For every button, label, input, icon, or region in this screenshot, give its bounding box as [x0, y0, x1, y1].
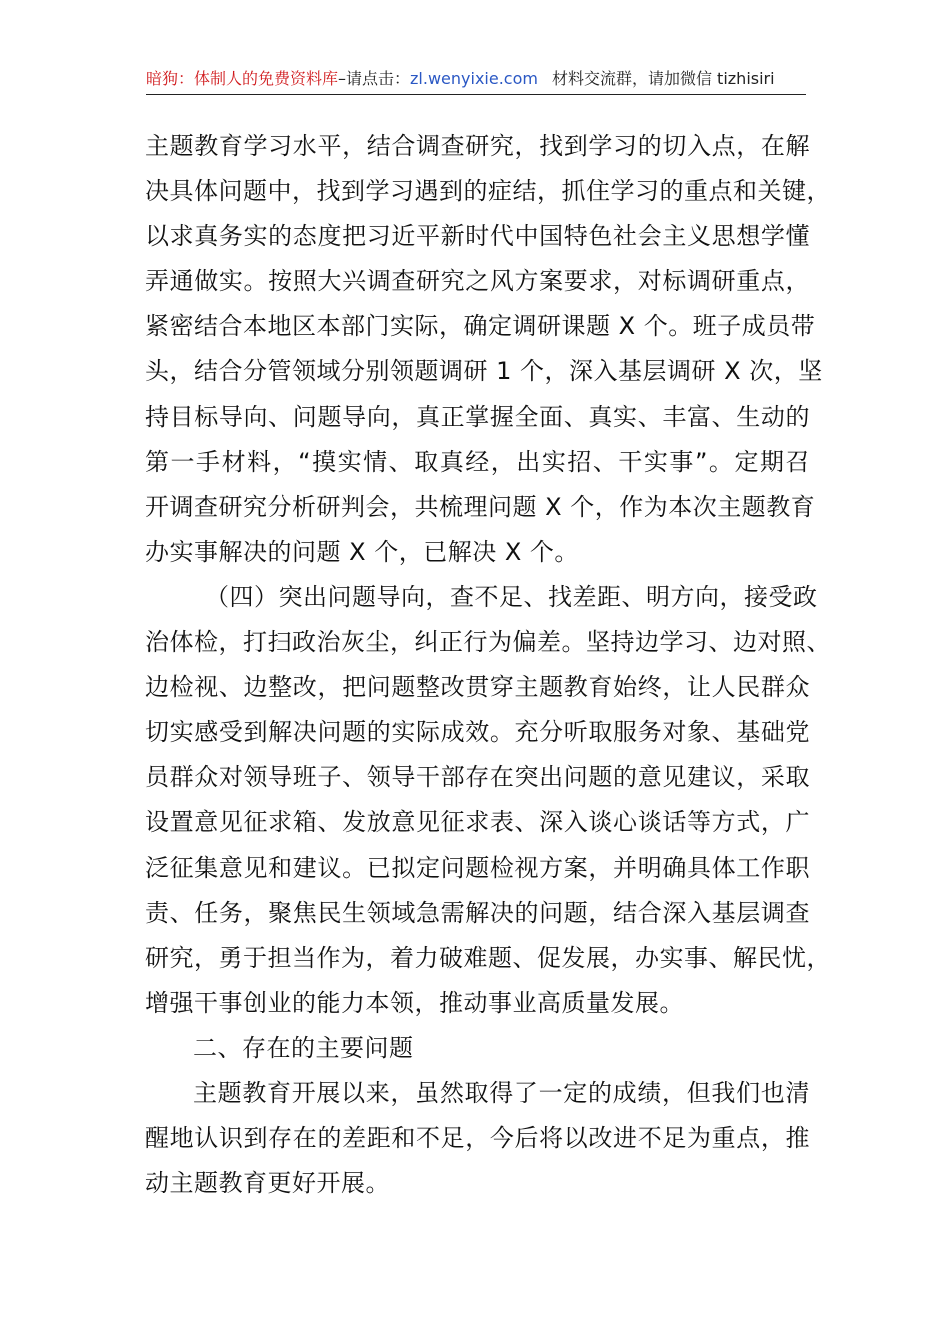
body-line: 主题教育学习水平，结合调查研究，找到学习的切入点，在解 — [145, 132, 810, 160]
header-prompt: –请点击： — [338, 69, 411, 88]
body-line: 切实感受到解决问题的实际成效。充分听取服务对象、基础党 — [145, 718, 810, 747]
body-line: 动主题教育更好开展。 — [145, 1169, 390, 1198]
section-heading-2: 二、存在的主要问题 — [193, 1033, 414, 1062]
header-title: 暗狗：体制人的免费资料库 — [146, 69, 339, 88]
body-line: 员群众对领导班子、领导干部存在突出问题的意见建议，采取 — [145, 763, 810, 792]
body-line: 责、任务，聚焦民生领域急需解决的问题，结合深入基层调查 — [145, 898, 810, 927]
document-body — [145, 124, 831, 1206]
section-heading-4: （四）突出问题导向，查不足、找差距、明方向，接受政 — [205, 582, 818, 611]
body-line: 办实事解决的问题 X 个，已解决 X 个。 — [145, 537, 579, 566]
body-line: 以求真务实的态度把习近平新时代中国特色社会主义思想学懂 — [145, 222, 810, 251]
body-line: 决具体问题中，找到学习遇到的症结，抓住学习的重点和关键， — [145, 177, 831, 206]
page-header — [146, 68, 806, 95]
body-line: 治体检，打扫政治灰尘，纠正行为偏差。坚持边学习、边对照、 — [145, 628, 831, 657]
header-url-link[interactable]: zl.wenyixie.com — [410, 69, 538, 88]
body-line: 醒地认识到存在的差距和不足，今后将以改进不足为重点，推 — [145, 1124, 810, 1153]
body-line: 第一手材料，“摸实情、取真经，出实招、干实事”。定期召 — [145, 447, 810, 476]
body-line: 紧密结合本地区本部门实际，确定调研课题 X 个。班子成员带 — [145, 312, 816, 341]
body-line: 持目标导向、问题导向，真正掌握全面、真实、丰富、生动的 — [145, 402, 810, 431]
body-line: 泛征集意见和建议。已拟定问题检视方案，并明确具体工作职 — [145, 853, 810, 882]
body-line: 头，结合分管领域分别领题调研 1 个，深入基层调研 X 次，坚 — [145, 357, 823, 386]
body-line: 弄通做实。按照大兴调查研究之风方案要求，对标调研重点， — [145, 267, 810, 296]
body-line: 边检视、边整改，把问题整改贯穿主题教育始终，让人民群众 — [145, 673, 810, 702]
body-line: 设置意见征求箱、发放意见征求表、深入谈心谈话等方式，广 — [145, 808, 810, 837]
body-line: 主题教育开展以来，虽然取得了一定的成绩，但我们也清 — [193, 1078, 810, 1107]
body-line: 研究，勇于担当作为，着力破难题、促发展，办实事、解民忧， — [145, 943, 831, 972]
header-group-text: 材料交流群，请加微信 tizhisiri — [551, 69, 775, 88]
body-line: 开调查研究分析研判会，共梳理问题 X 个，作为本次主题教育 — [145, 492, 816, 521]
body-line: 增强干事创业的能力本领，推动事业高质量发展。 — [145, 988, 684, 1017]
